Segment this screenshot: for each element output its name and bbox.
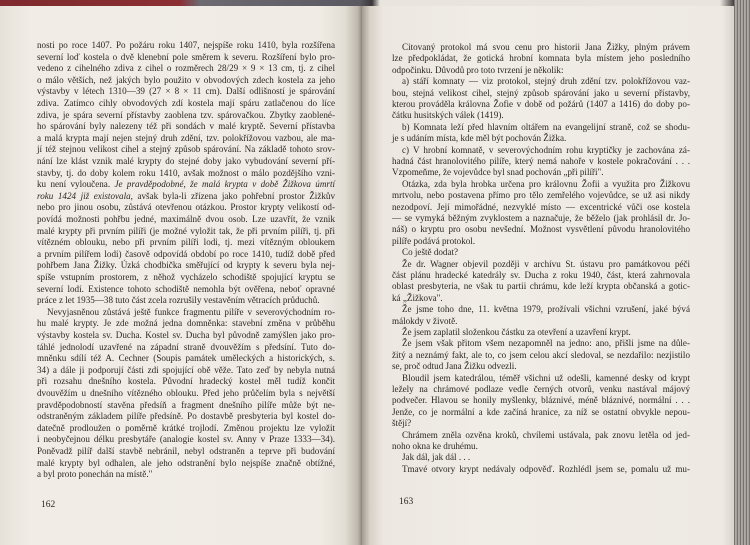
text-line (392, 179, 690, 190)
text-line (37, 249, 335, 260)
line-text: severní loď kostela o dvě klenební pole směrem k severu. Rozšíření bylo pro- (37, 51, 335, 62)
text-line (392, 110, 690, 121)
text-line (392, 384, 690, 395)
line-text: Že jsme toho dne, 11. května 1979, prožívali všichni vzrušení, jaké bývá (402, 304, 690, 315)
text-line (37, 52, 335, 63)
text-line (37, 226, 335, 237)
text-line (392, 42, 690, 53)
text-line (37, 191, 335, 202)
text-line (392, 281, 690, 292)
line-text: ká „Žižkova". (392, 292, 443, 303)
text-line (392, 430, 690, 441)
line-text: Poněvadž pilíř další stavbě nebránil, nebyl odstraněn a teprve při budování (37, 446, 335, 456)
line-text: hu malé krypty. Je zde možná jedna domněnka: stavební změna v průběhu (37, 318, 335, 329)
text-line (37, 411, 335, 422)
text-line (37, 260, 335, 271)
line-text: pravděpodobností stavěna předsíň a fragment dnešního pilíře může být ne- (37, 399, 335, 410)
text-line (392, 293, 690, 304)
text-line (392, 156, 690, 167)
line-text: při rozsahu dnešního kostela. Původní hradecký kostel měl tudíž končit (37, 376, 335, 387)
line-text: Jak dál, jak dál . . . (402, 452, 471, 463)
text-line (37, 272, 335, 283)
line-text: 34) a dále ji podporují části zdi spojující obě věže. Tato zeď by nebyla nutná (37, 364, 335, 375)
line-text: Tmavé otvory krypt nedávaly odpověď. Rozhlédl jsem se, pomalu už mu- (402, 463, 690, 474)
line-text: hadná část hranolovitého pilíře, který nemá nahoře v kostele pokračování . . . (392, 156, 690, 166)
text-line (37, 284, 335, 295)
line-text: a byl proto ponechán na místě." (37, 469, 153, 480)
text-line (392, 361, 690, 372)
line-text: odstraněným základem pilíře předsíně. Po dostavbě presbyteria byl kostel do- (37, 411, 335, 422)
line-text: a malá krypta mají nejen stejný druh zdění, tzv. polokřížovou vazbou, ale ma- (37, 132, 335, 143)
text-line (37, 376, 335, 387)
line-text: vedeno z cihelného zdiva z cihel o rozměrech 28/29 × 9 × 13 cm, tj. z cihel (37, 63, 335, 74)
line-text: b) Komnata leží před hlavním oltářem na evangelijní straně, což se shodu- (402, 121, 690, 132)
line-text: výstavby kostela sv. Ducha. Kostel sv. Ducha byl původně zamýšlen jako pro- (37, 330, 335, 340)
text-line (37, 110, 335, 121)
line-text: povídá možnosti pohřbu jedné, maximálně dvou osob. Lze uzavřít, že vznik (37, 214, 335, 224)
line-text: nání lze klást vznik malé krypty do stejné doby jako vybudování severní pří- (37, 156, 335, 166)
text-line (392, 53, 690, 64)
line-text: Nevyjasněnou zůstává ještě funkce fragmentu pilíře v severovýchodním ro- (47, 306, 335, 317)
text-line (392, 464, 690, 475)
line-text: táhlé jednolodí uzavřené na západní straně dvouvěžím s předsíní. Tuto do- (37, 341, 335, 352)
line-text: Otázka, zda byla hrobka určena pro královnu Žofii a využita pro Žižkovu (402, 178, 690, 189)
text-line (392, 133, 690, 144)
text-line (392, 418, 690, 429)
text-line (392, 167, 690, 178)
line-text: o málo větších, než jakých bylo použito v obvodových zdech kostela za jeho (37, 74, 335, 85)
text-line (37, 40, 335, 51)
text-line (392, 88, 690, 99)
text-line (392, 99, 690, 110)
text-line (37, 121, 335, 132)
line-text: náš) o kryptu pro osobu nevšední. Možnost vysvětlení původu hranolovitého (392, 224, 690, 235)
text-line (37, 318, 335, 329)
text-line (392, 350, 690, 361)
text-line (392, 270, 690, 281)
text-line (392, 452, 690, 463)
text-line (37, 400, 335, 411)
text-line (37, 423, 335, 434)
line-text: práce z let 1935—38 tuto část zcela rozrušily vestavěním větracích průduchů. (37, 295, 320, 306)
page-block-edge (734, 0, 750, 545)
text-line (392, 236, 690, 247)
text-line (392, 395, 690, 406)
text-line (392, 259, 690, 270)
line-text: — se vymyká běžným zvyklostem a naznačuje, že běželo (jak prohlásil dr. Jo- (392, 213, 690, 223)
line-text: dvouvěžím u dnešního vítězného oblouku. Před jeho průčelím byla s největší (37, 388, 335, 398)
line-text: Jenže, co je normální a kde začíná hranice, za níž se ostatní obvykle nepou- (392, 406, 690, 417)
line-text: a prvním pilířem lodi) časově odpovídá období po roce 1410, tudíž době před (37, 248, 335, 259)
line-text: štějí? (392, 418, 412, 429)
text-line (37, 469, 335, 480)
line-text: Že jsem zaplatil složenkou částku za otevření a uzavření krypt. (402, 327, 631, 337)
text-line (392, 65, 690, 76)
text-line (392, 202, 690, 213)
line-text: část plánu hradecké katedrály sv. Ducha z roku 1940, část, která zahrnovala (392, 270, 690, 280)
text-line (37, 156, 335, 167)
page-number-right: 163 (399, 497, 414, 507)
line-text: Co ještě dodat? (402, 247, 459, 258)
line-text: Chrámem zněla ozvěna kroků, chvílemi ustávala, pak znovu letěla od jed- (402, 429, 690, 440)
line-text: malé krypty byl odhalen, ale jeho odstranění bylo nejspíše značně obtížné, (37, 457, 335, 468)
text-line (37, 434, 335, 445)
line-text: žitý a neznámý fakt, ale to, co jsem celou akcí sledoval, se nezdařilo: nezjistilo (392, 349, 690, 360)
text-line (37, 330, 335, 341)
line-text: Bloudil jsem katedrálou, téměř všichni už odešli, kamenné desky od krypt (402, 372, 690, 383)
line-text: pohřbem Jana Žižky. Úzká chodbička směřující od krypty k severu byla nej- (37, 260, 335, 271)
line-text: avšak byla-li zřízena jako pohřební prostor Žižkův (132, 190, 335, 201)
text-line (37, 133, 335, 144)
page-number-left: 162 (41, 500, 56, 510)
text-line (37, 295, 335, 306)
italic-text: Je pravděpodobné, že malá krypta v době Žižkova úmrtí (114, 179, 335, 190)
text-line (37, 237, 335, 248)
line-text: i neobyčejnou délku presbytáře (analogie kostel sv. Anny v Praze 1333—34). (37, 434, 335, 445)
line-text: datečně prodloužen o poměrně krátké trojlodí. Změnou projektu lze vyložit (37, 422, 335, 433)
line-text: a) stáří komnaty — viz protokol, stejný druh zdění tzv. polokřížovou vaz- (402, 76, 690, 87)
text-line (37, 458, 335, 469)
text-line (392, 373, 690, 384)
line-text: Že dr. Wagner objevil později v archívu St. ústavu pro památkovou péči (402, 258, 690, 269)
line-text: c) V hrobní komnatě, v severovýchodním rohu kryptičky je zachována zá- (402, 144, 690, 155)
text-line (392, 338, 690, 349)
text-line (37, 168, 335, 179)
line-text: spíše vstupním prostorem, z něhož vycházelo schodiště spojující kryptu se (37, 272, 335, 282)
text-line (37, 353, 335, 364)
text-line (37, 98, 335, 109)
italic-text: roku 1424 již existovala, (37, 190, 133, 201)
text-line (37, 63, 335, 74)
line-text: mrtvolu, nebo postavena přímo pro tělo zemřelého vojevůdce, se už asi nikdy (392, 190, 690, 201)
text-line (392, 224, 690, 235)
text-line (392, 247, 690, 258)
line-text: vítězném oblouku, nebo při prvním pilíři lodi, tj. mezi vítězným obloukem (37, 237, 335, 248)
line-text: lze předpokládat, že gotická hrobní komnata byla místem jeho posledního (392, 53, 690, 64)
text-line (37, 388, 335, 399)
text-line (37, 202, 335, 213)
text-line (392, 327, 690, 338)
line-text: podvečer. Hlavou se honily myšlenky, bláznivé, méně bláznivé, normální . . . (392, 395, 690, 406)
line-text: se, proč odtud Jana Žižku odvezli. (392, 361, 517, 372)
line-text: ku není vyloučena. (37, 179, 115, 190)
line-text: jí též stejnou velikost cihel a stejný způsob spárování. Na základě tohoto srov- (37, 144, 335, 155)
line-text: nezodpoví. Její mimořádné, nezvyklé místo — excentrické vůči ose kostela (392, 201, 690, 212)
text-line (392, 407, 690, 418)
text-line (37, 446, 335, 457)
line-text: stavby, tj. do doby kolem roku 1410, avšak možnost o málo pozdějšího vzni- (37, 167, 335, 178)
line-text: nosti po roce 1407. Po požáru roku 1407, nejspíše roku 1410, byla rozšířena (37, 40, 335, 50)
line-text: výstavby v létech 1310—39 (27 × 8 × 11 cm). Další odlišností je spárování (37, 86, 335, 97)
line-text: severní lodí. Existence tohoto schodiště nemohla být ověřena, neboť opravné (37, 283, 335, 294)
text-line (37, 365, 335, 376)
line-text: Že jsem však přitom všem nezapomněl na jedno: ano, přišli jsme na důle- (402, 338, 690, 349)
line-text: je s udáním místa, kde měl být pochován Žižka. (392, 133, 567, 144)
line-text: nebo pro jinou osobu, zůstává otevřenou otázkou. Prostor krypty velikostí od- (37, 202, 335, 213)
text-line (392, 213, 690, 224)
line-text: Citovaný protokol má svou cenu pro historii Jana Žižky, plným právem (402, 42, 690, 52)
line-text: ho spárování byly nalezeny též při sondách v malé kryptě. Severní přístavba (37, 121, 335, 132)
text-line (392, 122, 690, 133)
text-line (37, 75, 335, 86)
text-line (37, 342, 335, 353)
line-text: málokdy v životě. (392, 315, 458, 326)
line-text: malé krypty při prvním pilíři (je možné vyložit tak, že při prvním pilíři, tj. při (37, 225, 335, 236)
text-line (37, 144, 335, 155)
line-text: noho okna ke druhému. (392, 441, 478, 451)
line-text: zdiva. Zatímco cihly obvodových zdí kostela mají spáru zatlačenou do líce (37, 98, 335, 108)
text-line (37, 214, 335, 225)
line-text: bou, stejná velikost cihel, stejný způsob spárování jako u severní přístavby, (392, 87, 690, 98)
line-text: ležely na chrámové podlaze vedle černých otvorů, venku nastával májový (392, 384, 690, 394)
text-line (37, 179, 335, 190)
line-text: oblast presbyteria, ne však tu partii chrámu, kde leží krypta občanská a gotic- (392, 281, 690, 292)
line-text: kterou prováděla královna Žofie v době od požárů (1407 a 1416) do doby po- (392, 99, 690, 109)
text-line (392, 76, 690, 87)
text-line (392, 190, 690, 201)
line-text: odpočinku. Důvodů pro toto tvrzení je několik: (392, 64, 564, 75)
text-line (392, 304, 690, 315)
text-line (392, 145, 690, 156)
text-line (37, 307, 335, 318)
line-text: mněnku sdílí též A. Cechner (Soupis památek uměleckých a historických, s. (37, 353, 335, 364)
line-text: zdiva, je spára severní přístavby zaoblena tzv. spárovačkou. Zbytky zaoblené- (37, 109, 335, 120)
line-text: pilíře podává protokol. (392, 235, 476, 246)
line-text: čátku husitských válek (1419). (392, 110, 504, 121)
text-line (392, 316, 690, 327)
text-line (392, 441, 690, 452)
line-text: Vzpomeňme, že vojevůdce byl snad pochován „při pilíři". (392, 167, 604, 178)
text-line (37, 86, 335, 97)
